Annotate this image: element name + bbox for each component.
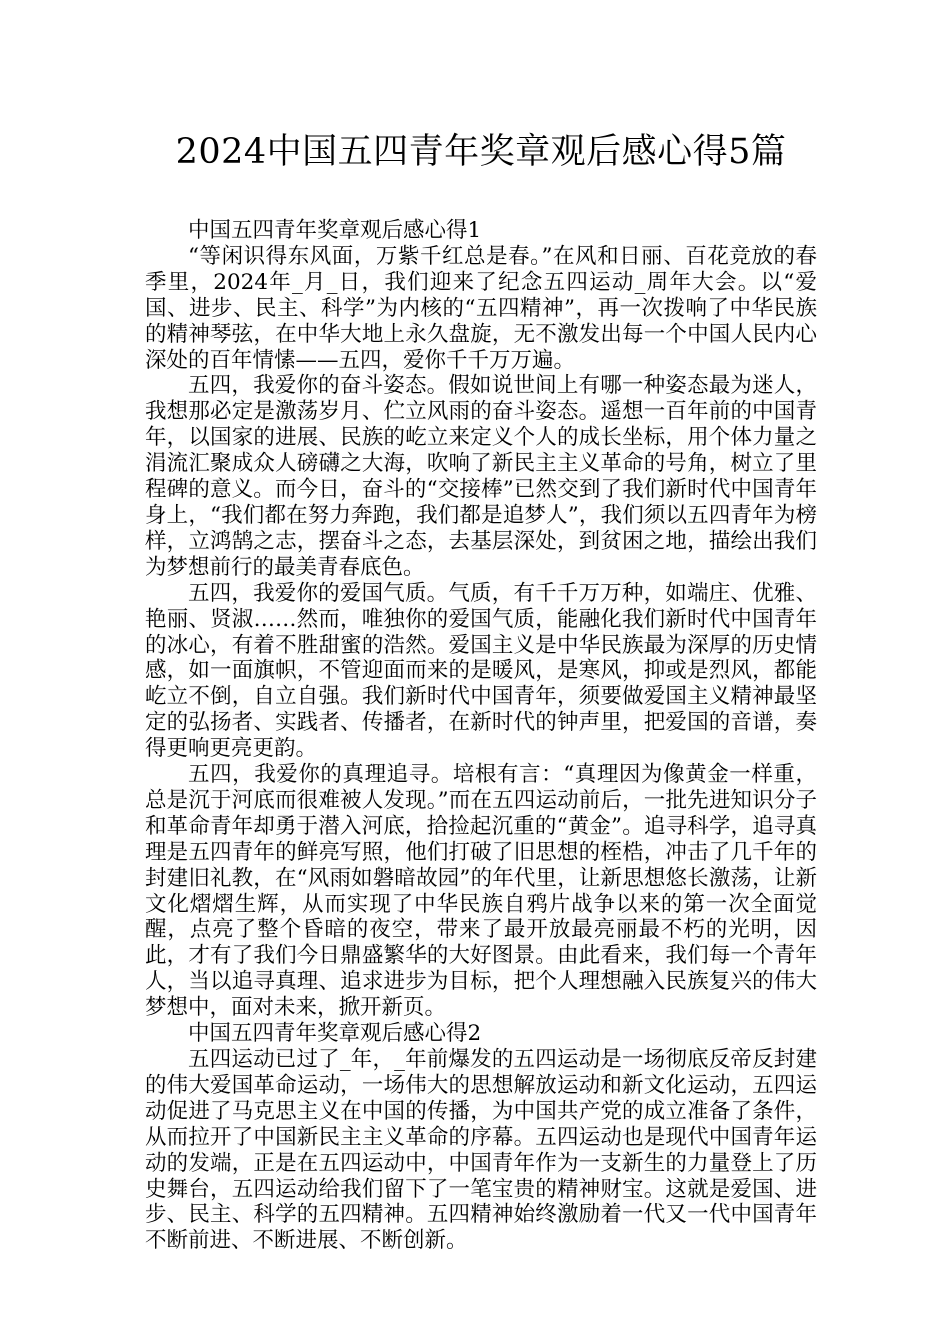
paragraph: “等闲识得东风面，万紫千红总是春。”在风和日丽、百花竞放的春季里，2024年_月_日，我们迎来了纪念五四运动_周年大会。以“爱国、进步、民主、科学”为内核的“五四精神”，再一次拨响了中华民族的精神琴弦，在中华大地上永久盘旋，无不激发出每一个中国人民内心深处的百年情愫——五四，爱你千千万万遍。 — [145, 243, 817, 373]
document-body — [145, 218, 817, 1254]
paragraph: 五四，我爱你的爱国气质。气质，有千千万万种，如端庄、优雅、艳丽、贤淑……然而，唯独你的爱国气质，能融化我们新时代中国青年的冰心，有着不胜甜蜜的浩然。爱国主义是中华民族最为深厚的历史情感，如一面旗帜，不管迎面而来的是暖风，是寒风，抑或是烈风，都能屹立不倒，自立自强。我们新时代中国青年，须要做爱国主义精神最坚定的弘扬者、实践者、传播者，在新时代的钟声里，把爱国的音谱，奏得更响更亮更韵。 — [145, 580, 817, 762]
paragraph: 五四，我爱你的真理追寻。培根有言：“真理因为像黄金一样重，总是沉于河底而很难被人发现。”而在五四运动前后，一批先进知识分子和革命青年却勇于潜入河底，拾捡起沉重的“黄金”。追寻科学，追寻真理是五四青年的鲜亮写照，他们打破了旧思想的桎梏，冲击了几千年的封建旧礼教，在“风雨如磐暗故园”的年代里，让新思想悠长激荡，让新文化熠熠生辉，从而实现了中华民族自鸦片战争以来的第一次全面觉醒，点亮了整个昏暗的夜空，带来了最开放最亮丽最不朽的光明，因此，才有了我们今日鼎盛繁华的大好图景。由此看来，我们每一个青年人，当以追寻真理、追求进步为目标，把个人理想融入民族复兴的伟大梦想中，面对未来，掀开新页。 — [145, 762, 817, 1021]
section-2 — [145, 1021, 817, 1254]
section-1 — [145, 218, 817, 1021]
section-heading: 中国五四青年奖章观后感心得1 — [188, 218, 482, 243]
document-page — [145, 0, 817, 1344]
section-heading: 中国五四青年奖章观后感心得2 — [188, 1021, 482, 1047]
paragraph: 五四，我爱你的奋斗姿态。假如说世间上有哪一种姿态最为迷人，我想那必定是激荡岁月、伫立风雨的奋斗姿态。遥想一百年前的中国青年，以国家的进展、民族的屹立来定义个人的成长坐标，用个体力量之涓流汇聚成众人磅礴之大海，吹响了新民主主义革命的号角，树立了里程碑的意义。而今日，奋斗的“交接棒”已然交到了我们新时代中国青年身上，“我们都在努力奔跑，我们都是追梦人”，我们须以五四青年为榜样，立鸿鹄之志，摆奋斗之态，去基层深处，到贫困之地，描绘出我们为梦想前行的最美青春底色。 — [145, 373, 817, 580]
document-title: 2024中国五四青年奖章观后感心得5篇 — [175, 132, 787, 172]
paragraph: 五四运动已过了_年，_年前爆发的五四运动是一场彻底反帝反封建的伟大爱国革命运动，一场伟大的思想解放运动和新文化运动，五四运动促进了马克思主义在中国的传播，为中国共产党的成立准备了条件，从而拉开了中国新民主主义革命的序幕。五四运动也是现代中国青年运动的发端，正是在五四运动中，中国青年作为一支新生的力量登上了历史舞台，五四运动给我们留下了一笔宝贵的精神财宝。这就是爱国、进步、民主、科学的五四精神。五四精神始终激励着一代又一代中国青年不断前进、不断进展、不断创新。 — [145, 1047, 817, 1254]
